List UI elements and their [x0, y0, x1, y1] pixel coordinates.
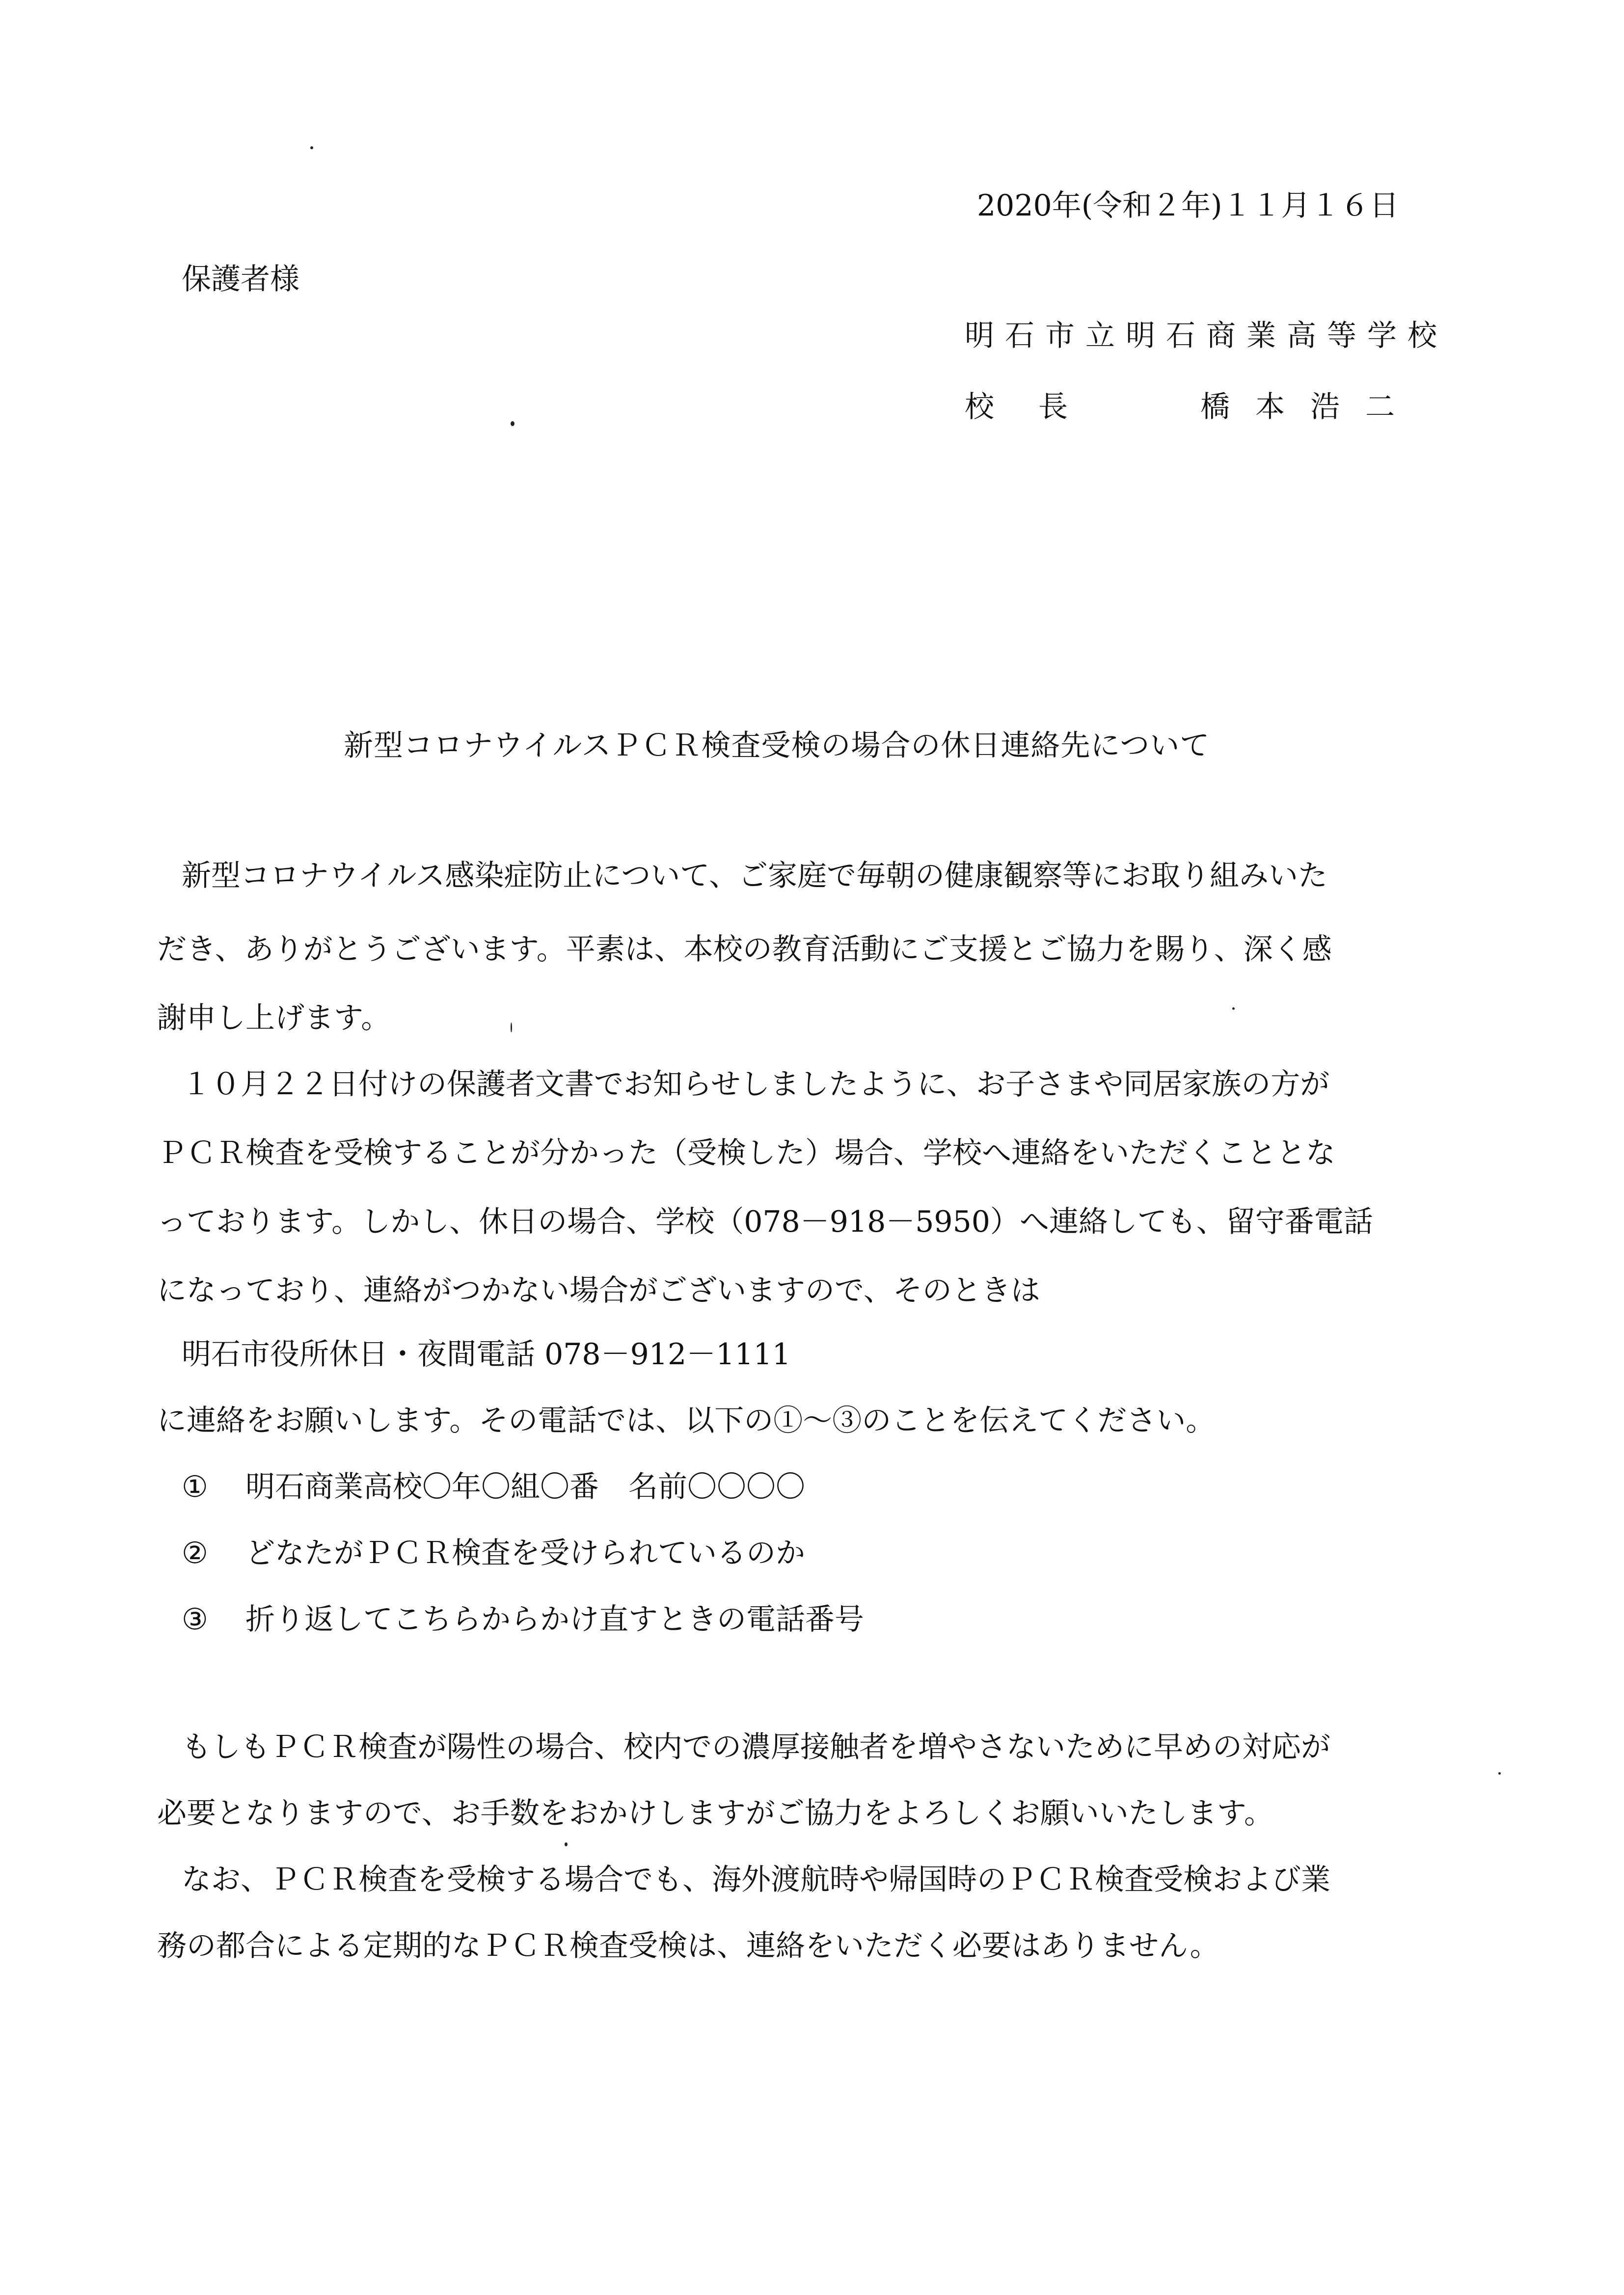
- paragraph-2-line-1: １０月２２日付けの保護者文書でお知らせしましたように、お子さまや同居家族の方が: [182, 1067, 1330, 1102]
- paragraph-4-line-1: もしもＰＣＲ検査が陽性の場合、校内での濃厚接触者を増やさないために早めの対応が: [182, 1730, 1330, 1764]
- paragraph-1-line-1: 新型コロナウイルス感染症防止について、ご家庭で毎朝の健康観察等にお取り組みいた: [182, 859, 1327, 893]
- paragraph-2-line-4: になっており、連絡がつかない場合がございますので、そのときは: [157, 1273, 1040, 1308]
- principal-signature: [965, 388, 1420, 426]
- list-item-number: ②: [182, 1536, 208, 1570]
- paragraph-3: に連絡をお願いします。その電話では、以下の①～③のことを伝えてください。: [157, 1404, 1216, 1438]
- paragraph-1-line-3: 謝申し上げます。: [157, 1001, 391, 1035]
- scan-speck: [1232, 1007, 1235, 1010]
- scan-speck: [1498, 1772, 1501, 1775]
- issue-date: 2020年(令和２年)１１月１６日: [977, 189, 1399, 223]
- principal-title: 校長: [965, 390, 1112, 424]
- scan-speck: [310, 146, 313, 149]
- paragraph-4-line-2: 必要となりますので、お手数をおかけしますがご協力をよろしくお願いいたします。: [157, 1796, 1273, 1831]
- document-subject: 新型コロナウイルスＰＣＲ検査受検の場合の休日連絡先について: [344, 729, 1210, 763]
- scan-speck: [511, 421, 514, 426]
- list-item-number: ③: [182, 1602, 208, 1637]
- list-item: [182, 1468, 805, 1506]
- paragraph-1-line-2: だき、ありがとうございます。平素は、本校の教育活動にご支援とご協力を賜り、深く感: [157, 932, 1332, 967]
- paragraph-2-line-3: っております。しかし、休日の場合、学校（078－918－5950）へ連絡しても、留守番電話: [157, 1205, 1373, 1239]
- list-item-text: 折り返してこちらからかけ直すときの電話番号: [245, 1602, 864, 1637]
- paragraph-5-line-2: 務の都合による定期的なＰＣＲ検査受検は、連絡をいただく必要はありません。: [157, 1929, 1219, 1963]
- paragraph-5-line-1: なお、ＰＣＲ検査を受検する場合でも、海外渡航時や帰国時のＰＣＲ検査受検および業: [182, 1863, 1330, 1897]
- paragraph-2-line-2: ＰＣＲ検査を受検することが分かった（受検した）場合、学校へ連絡をいただくこととな: [157, 1136, 1335, 1170]
- list-item: [182, 1600, 864, 1639]
- list-item-text: どなたがＰＣＲ検査を受けられているのか: [245, 1536, 805, 1570]
- list-item: [182, 1534, 805, 1572]
- list-item-text: 明石商業高校〇年〇組〇番 名前〇〇〇〇: [245, 1470, 805, 1504]
- scan-speck: [511, 1023, 512, 1032]
- holiday-phone-line: 明石市役所休日・夜間電話 078－912－1111: [182, 1337, 791, 1372]
- scan-speck: [565, 1842, 568, 1846]
- recipient: 保護者様: [182, 262, 299, 297]
- principal-name: 橋本浩二: [1200, 390, 1420, 424]
- list-item-number: ①: [182, 1470, 208, 1504]
- school-name: 明石市立明石商業高等学校: [965, 319, 1448, 353]
